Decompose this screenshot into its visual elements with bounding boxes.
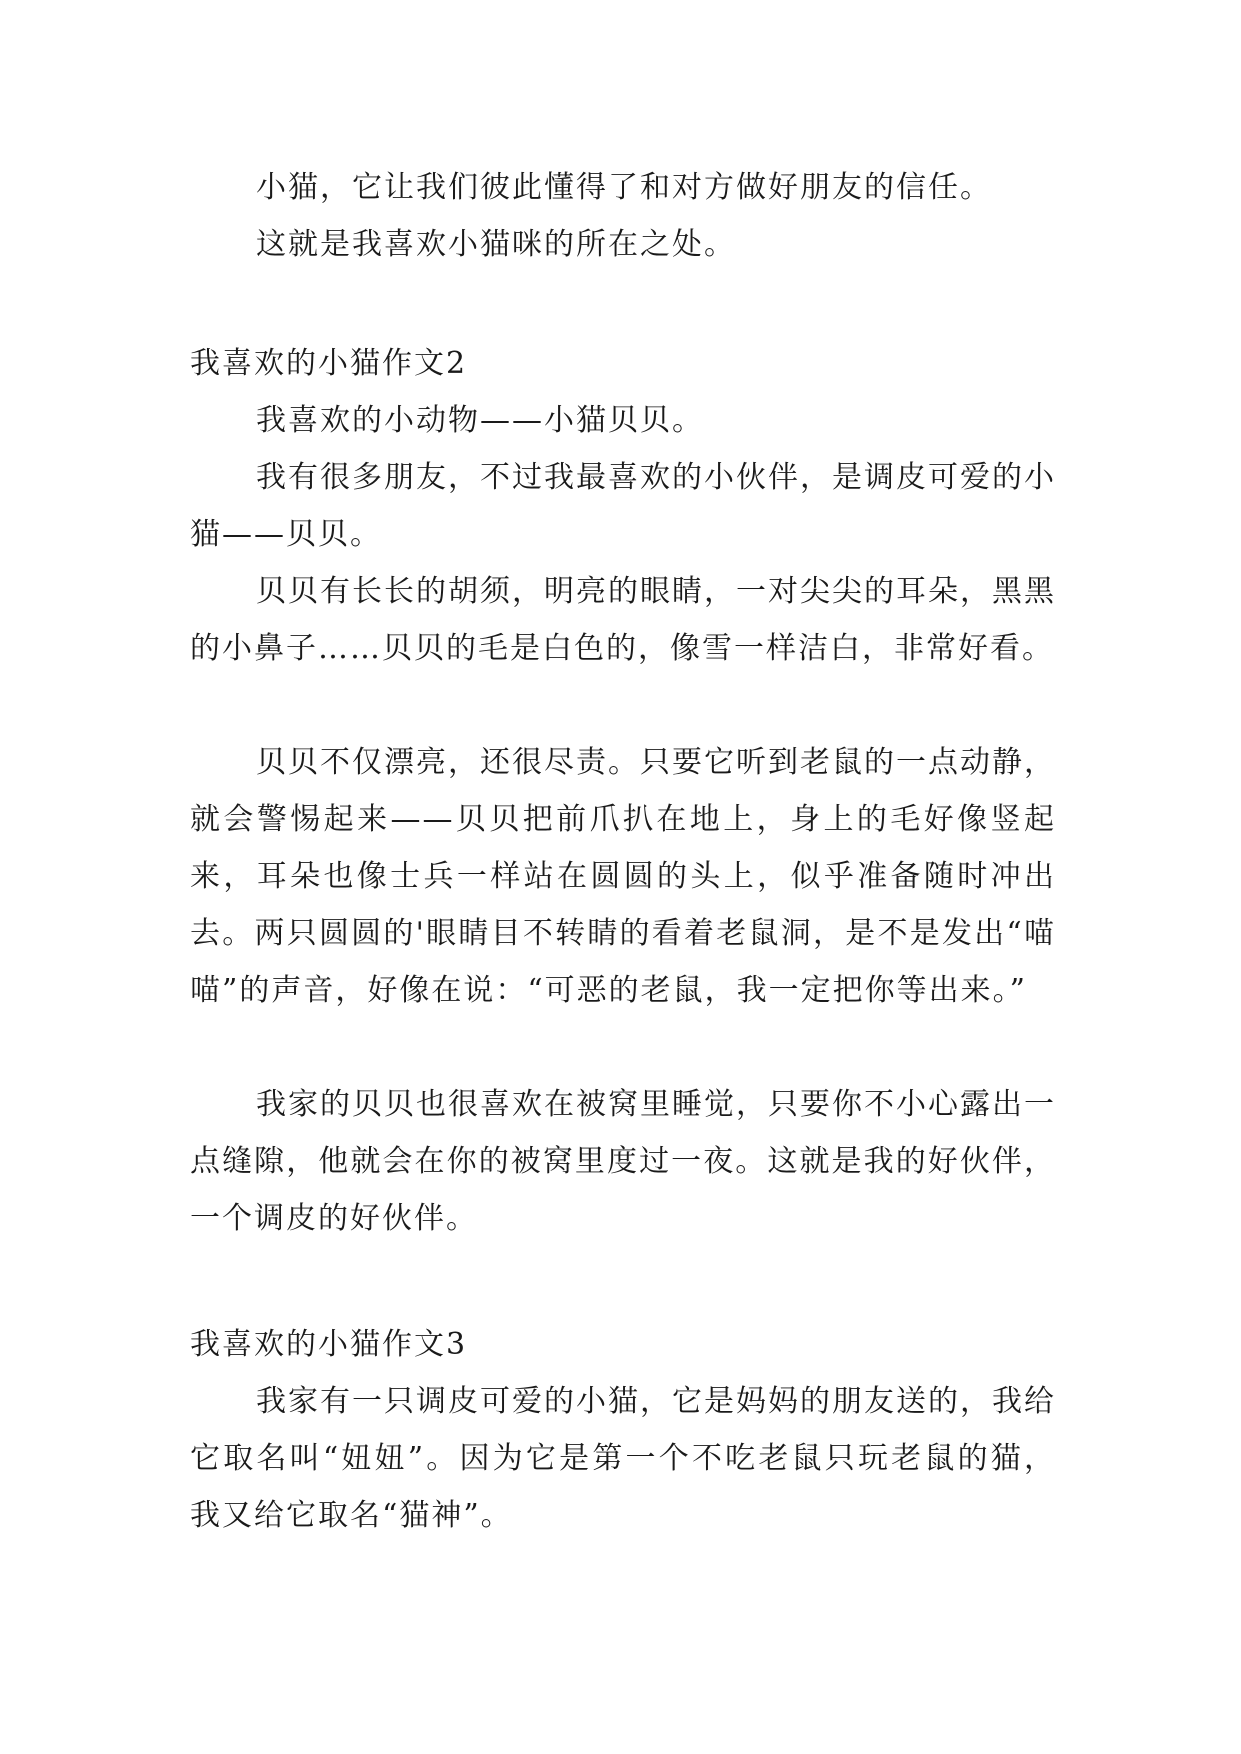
paragraph: 贝贝不仅漂亮，还很尽责。只要它听到老鼠的一点动静，就会警惕起来——贝贝把前爪扒在地上，身上的毛好像竖起来，耳朵也像士兵一样站在圆圆的头上，似乎准备随时冲出去。两只圆圆的'眼睛目不转睛的看着老鼠洞，是不是发出“喵喵”的声音，好像在说：“可恶的老鼠，我一定把你等出来。” bbox=[190, 745, 1056, 1008]
essay-title: 我喜欢的小猫作文2 bbox=[190, 346, 468, 381]
essay-title: 我喜欢的小猫作文3 bbox=[190, 1327, 468, 1362]
paragraph: 贝贝有长长的胡须，明亮的眼睛，一对尖尖的耳朵，黑黑的小鼻子……贝贝的毛是白色的，像雪一样洁白，非常好看。 bbox=[190, 574, 1056, 666]
paragraph: 这就是我喜欢小猫咪的所在之处。 bbox=[256, 227, 736, 262]
paragraph: 我家有一只调皮可爱的小猫，它是妈妈的朋友送的，我给它取名叫“妞妞”。因为它是第一个不吃老鼠只玩老鼠的猫，我又给它取名“猫神”。 bbox=[190, 1384, 1056, 1533]
paragraph: 我喜欢的小动物——小猫贝贝。 bbox=[256, 403, 704, 438]
paragraph: 小猫，它让我们彼此懂得了和对方做好朋友的信任。 bbox=[256, 170, 992, 205]
paragraph: 我家的贝贝也很喜欢在被窝里睡觉，只要你不小心露出一点缝隙，他就会在你的被窝里度过一夜。这就是我的好伙伴，一个调皮的好伙伴。 bbox=[190, 1087, 1056, 1236]
paragraph: 我有很多朋友，不过我最喜欢的小伙伴，是调皮可爱的小猫——贝贝。 bbox=[190, 460, 1056, 552]
